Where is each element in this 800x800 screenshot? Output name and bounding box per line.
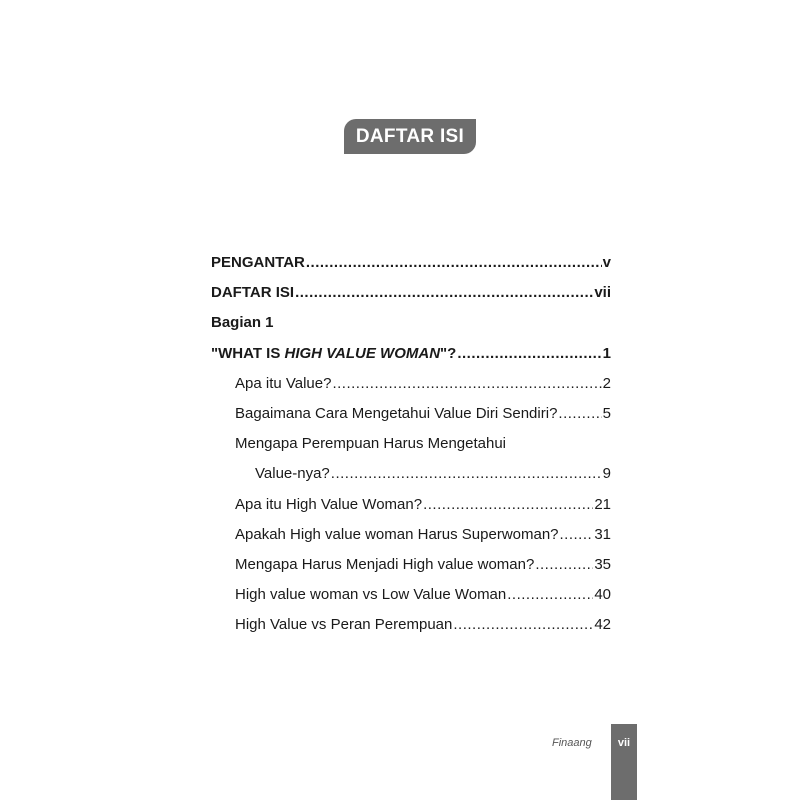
leader-dots	[560, 520, 594, 550]
toc-entry-pengantar[interactable]	[211, 248, 611, 278]
leader-dots	[423, 490, 593, 520]
leader-dots	[331, 459, 602, 489]
leader-dots	[453, 610, 593, 640]
toc-entry[interactable]	[211, 520, 611, 550]
footer-page-number: vii	[611, 724, 637, 800]
toc-entry-label	[211, 339, 456, 369]
toc-entry-page: 9	[602, 465, 611, 483]
toc-entry-label: Mengapa Harus Menjadi High value woman?	[235, 555, 535, 573]
chapter-prefix: "WHAT IS	[211, 344, 285, 362]
toc-entry-page: 40	[594, 586, 611, 604]
toc-entry[interactable]	[211, 369, 611, 399]
toc-entry-page: 31	[594, 525, 611, 543]
toc-entry-label: Apa itu High Value Woman?	[235, 495, 423, 513]
toc-entry-label: Apakah High value woman Harus Superwoman?	[235, 525, 559, 543]
toc-entry-page: 5	[602, 404, 611, 422]
toc-entry-page: 1	[602, 344, 611, 362]
page-title: DAFTAR ISI	[344, 119, 476, 154]
section-label: Bagian 1	[211, 314, 274, 332]
toc-entry-page: 21	[594, 495, 611, 513]
toc-entry-label: DAFTAR ISI	[211, 284, 295, 302]
toc-entry-label: Apa itu Value?	[235, 374, 332, 392]
toc-entry-label: Mengapa Perempuan Harus Mengetahui	[235, 435, 507, 453]
leader-dots	[535, 550, 593, 580]
chapter-suffix: "?	[440, 344, 457, 362]
toc-entry-label-continued: Value-nya?	[255, 465, 330, 483]
leader-dots	[507, 580, 593, 610]
chapter-italic: HIGH VALUE WOMAN	[284, 344, 441, 362]
toc-entry-chapter[interactable]	[211, 339, 611, 369]
toc-entry[interactable]	[211, 490, 611, 520]
table-of-contents	[211, 248, 611, 640]
toc-entry-line-2[interactable]	[211, 459, 611, 489]
toc-entry-label: High value woman vs Low Value Woman	[235, 586, 507, 604]
toc-entry-line-1[interactable]	[211, 429, 611, 459]
toc-entry-label: High Value vs Peran Perempuan	[235, 616, 453, 634]
toc-entry-daftar-isi[interactable]	[211, 278, 611, 308]
toc-entry-page: 42	[594, 616, 611, 634]
footer-book-name: Finaang	[552, 737, 592, 749]
leader-dots	[332, 369, 601, 399]
toc-entry-page: 2	[602, 374, 611, 392]
toc-entry[interactable]	[211, 610, 611, 640]
toc-entry[interactable]	[211, 399, 611, 429]
toc-entry-page: 35	[594, 555, 611, 573]
toc-entry-label: PENGANTAR	[211, 254, 305, 271]
toc-entry-page: v	[602, 254, 611, 271]
leader-dots	[558, 399, 601, 429]
leader-dots	[295, 278, 593, 308]
leader-dots	[306, 248, 602, 278]
toc-section-heading	[211, 308, 611, 338]
toc-entry[interactable]	[211, 550, 611, 580]
toc-entry-page: vii	[594, 284, 611, 302]
toc-entry[interactable]	[211, 580, 611, 610]
toc-entry-label: Bagaimana Cara Mengetahui Value Diri Sendiri?	[235, 404, 558, 422]
leader-dots	[457, 339, 601, 369]
